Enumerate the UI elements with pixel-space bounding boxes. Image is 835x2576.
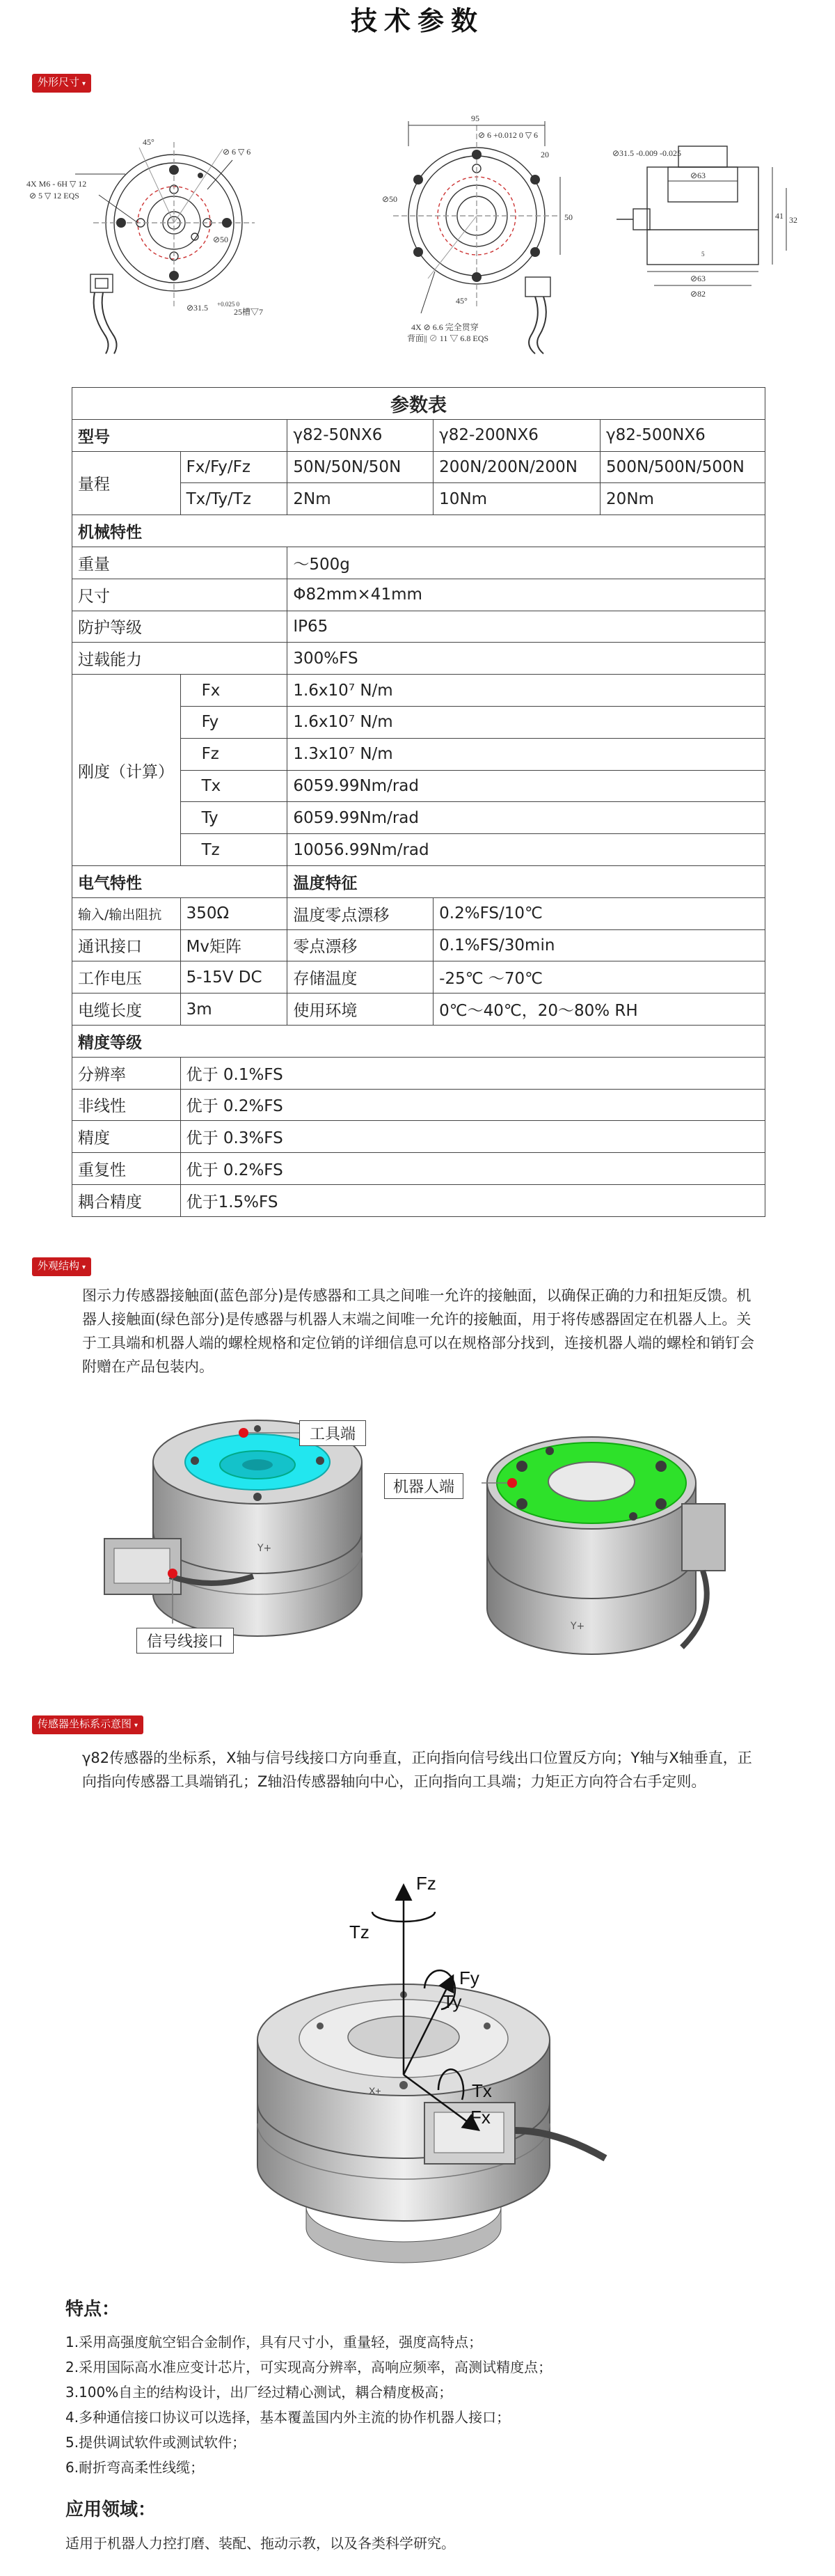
svg-text:41: 41 (775, 211, 784, 221)
svg-text:Tz: Tz (349, 1922, 369, 1942)
svg-text:⊘ 6 +0.012 0 ▽ 6: ⊘ 6 +0.012 0 ▽ 6 (478, 130, 539, 140)
coordinate-system-image (230, 1845, 619, 2277)
svg-text:45°: 45° (143, 137, 154, 147)
table-row: 尺寸 Φ82mm×41mm (72, 579, 765, 611)
svg-text:Ty: Ty (443, 1991, 462, 2012)
sensor-robot-side-image (445, 1399, 752, 1678)
table-row: Tx/Ty/Tz 2Nm 10Nm 20Nm (72, 483, 765, 515)
structure-text: 图示力传感器接触面(蓝色部分)是传感器和工具之间唯一允许的接触面，以确保正确的力和扭矩反馈。机器人接触面(绿色部分)是传感器与机器人末端之间唯一允许的接触面，用于将传感器固定在机器人上。关于工具端和机器人端的螺栓规格和定位销的详细信息可以在规格部分找到，连接机器人端的螺栓和销钉会附赠在产品包装内。 (82, 1287, 754, 1375)
svg-text:⊘50: ⊘50 (382, 194, 398, 204)
svg-text:50: 50 (564, 212, 573, 222)
svg-text:⊘82: ⊘82 (690, 289, 706, 299)
svg-text:Fx: Fx (470, 2107, 491, 2128)
section-accuracy: 精度等级 (72, 1025, 765, 1057)
list-item: 4.多种通信接口协议可以选择，基本覆盖国内外主流的协作机器人接口； (65, 2409, 511, 2426)
table-row: 非线性 优于 0.2%FS (72, 1089, 765, 1121)
table-row: 工作电压 5-15V DC 存储温度 -25℃ ～70℃ (72, 961, 765, 994)
section-mech: 机械特性 (72, 515, 765, 547)
list-item: 2.采用国际高水准应变计芯片，可实现高分辨率，高响应频率，高测试精度点； (65, 2359, 552, 2375)
list-item: 3.100%自主的结构设计，出厂经过精心测试，耦合精度极高； (65, 2384, 453, 2401)
svg-text:Y+: Y+ (257, 1543, 272, 1554)
svg-text:45°: 45° (456, 296, 468, 306)
table-row: 型号 γ82-50NX6 γ82-200NX6 γ82-500NX6 (72, 419, 765, 451)
section-temp: 温度特征 (287, 865, 765, 897)
section-tag-dims: 外形尺寸 ▾ (32, 74, 91, 93)
svg-text:X+: X+ (369, 2085, 381, 2096)
svg-text:⊘ 6 ▽ 6: ⊘ 6 ▽ 6 (223, 147, 251, 157)
table-row: Tz 10056.99Nm/rad (72, 834, 765, 866)
section-tag-coords: 传感器坐标系示意图 ▾ (32, 1715, 143, 1734)
svg-text:⊘63: ⊘63 (690, 274, 706, 283)
table-row: 精度 优于 0.3%FS (72, 1121, 765, 1153)
table-row: 通讯接口 Mv矩阵 零点漂移 0.1%FS/30min (72, 929, 765, 961)
table-row: 电缆长度 3m 使用环境 0℃～40℃，20～80% RH (72, 994, 765, 1026)
application-text: 适用于机器人力控打磨、装配、拖动示教，以及各类科学研究。 (65, 2535, 455, 2552)
svg-text:Fy: Fy (459, 1968, 479, 1988)
svg-text:⊘31.5: ⊘31.5 (186, 303, 209, 313)
svg-text:25槽▽7: 25槽▽7 (234, 307, 264, 317)
list-item: 6.耐折弯高柔性线缆； (65, 2459, 205, 2476)
svg-text:5: 5 (701, 251, 705, 258)
features-list (65, 2330, 796, 2480)
drawing-bottom-view (351, 104, 574, 355)
section-tag-structure: 外观结构 ▾ (32, 1257, 91, 1276)
drawing-top-view (21, 118, 264, 355)
table-row: 量程 Fx/Fy/Fz 50N/50N/50N 200N/200N/200N 500N/500N/500N (72, 451, 765, 483)
table-row: 分辨率 优于 0.1%FS (72, 1057, 765, 1089)
table-row: 重复性 优于 0.2%FS (72, 1153, 765, 1185)
list-item: 1.采用高强度航空铝合金制作，具有尺寸小，重量轻，强度高特点； (65, 2334, 483, 2350)
svg-text:⊘50: ⊘50 (213, 235, 229, 244)
application-title: 应用领域： (65, 2499, 157, 2520)
table-row: 过载能力 300%FS (72, 643, 765, 675)
svg-text:⊘63: ⊘63 (690, 171, 706, 180)
svg-text:Fz: Fz (416, 1873, 436, 1894)
table-row: 刚度（计算） Fx 1.6x10⁷ N/m (72, 675, 765, 707)
table-row: Fy 1.6x10⁷ N/m (72, 706, 765, 738)
list-item: 5.提供调试软件或测试软件； (65, 2434, 246, 2451)
svg-text:4X ⊘ 6.6 完全贯穿: 4X ⊘ 6.6 完全贯穿 (411, 322, 479, 332)
label-tool-end: 工具端 (299, 1420, 366, 1446)
section-elec: 电气特性 (72, 865, 287, 897)
label-robot-end: 机器人端 (384, 1473, 463, 1499)
table-row: 防护等级 IP65 (72, 611, 765, 643)
table-row: Tx 6059.99Nm/rad (72, 770, 765, 802)
table-row: 输入/输出阻抗 350Ω 温度零点漂移 0.2%FS/10℃ (72, 897, 765, 929)
parameter-table (72, 387, 765, 1217)
features-title: 特点： (65, 2299, 120, 2320)
svg-text:32: 32 (789, 215, 797, 225)
svg-text:⊘ 5 ▽ 12 EQS: ⊘ 5 ▽ 12 EQS (29, 191, 79, 201)
table-row: Fz 1.3x10⁷ N/m (72, 738, 765, 770)
table-row: 重量 ～500g (72, 547, 765, 579)
coord-text: γ82传感器的坐标系，X轴与信号线接口方向垂直，正向指向信号线出口位置反方向；Y轴与X轴垂直，正向指向传感器工具端销孔；Z轴沿传感器轴向中心，正向指向工具端；力矩正方向符合右手定则。 (82, 1750, 752, 1790)
drawing-side-view (612, 132, 821, 313)
svg-text:背面|| ⊘ 11 ▽ 6.8 EQS: 背面|| ⊘ 11 ▽ 6.8 EQS (407, 333, 489, 343)
svg-text:Tx: Tx (472, 2080, 492, 2101)
table-caption: 参数表 (72, 388, 765, 420)
svg-text:20: 20 (541, 150, 549, 159)
table-row: Ty 6059.99Nm/rad (72, 802, 765, 834)
svg-text:4X M6 - 6H ▽ 12: 4X M6 - 6H ▽ 12 (26, 179, 87, 189)
svg-text:⊘31.5 -0.009 -0.025: ⊘31.5 -0.009 -0.025 (612, 148, 682, 158)
svg-text:+0.025 0: +0.025 0 (217, 301, 240, 308)
svg-text:95: 95 (471, 113, 479, 123)
svg-text:Y+: Y+ (571, 1621, 585, 1632)
table-row: 耦合精度 优于1.5%FS (72, 1184, 765, 1216)
label-signal-port: 信号线接口 (136, 1628, 234, 1654)
page-title: 技术参数 (350, 6, 484, 36)
